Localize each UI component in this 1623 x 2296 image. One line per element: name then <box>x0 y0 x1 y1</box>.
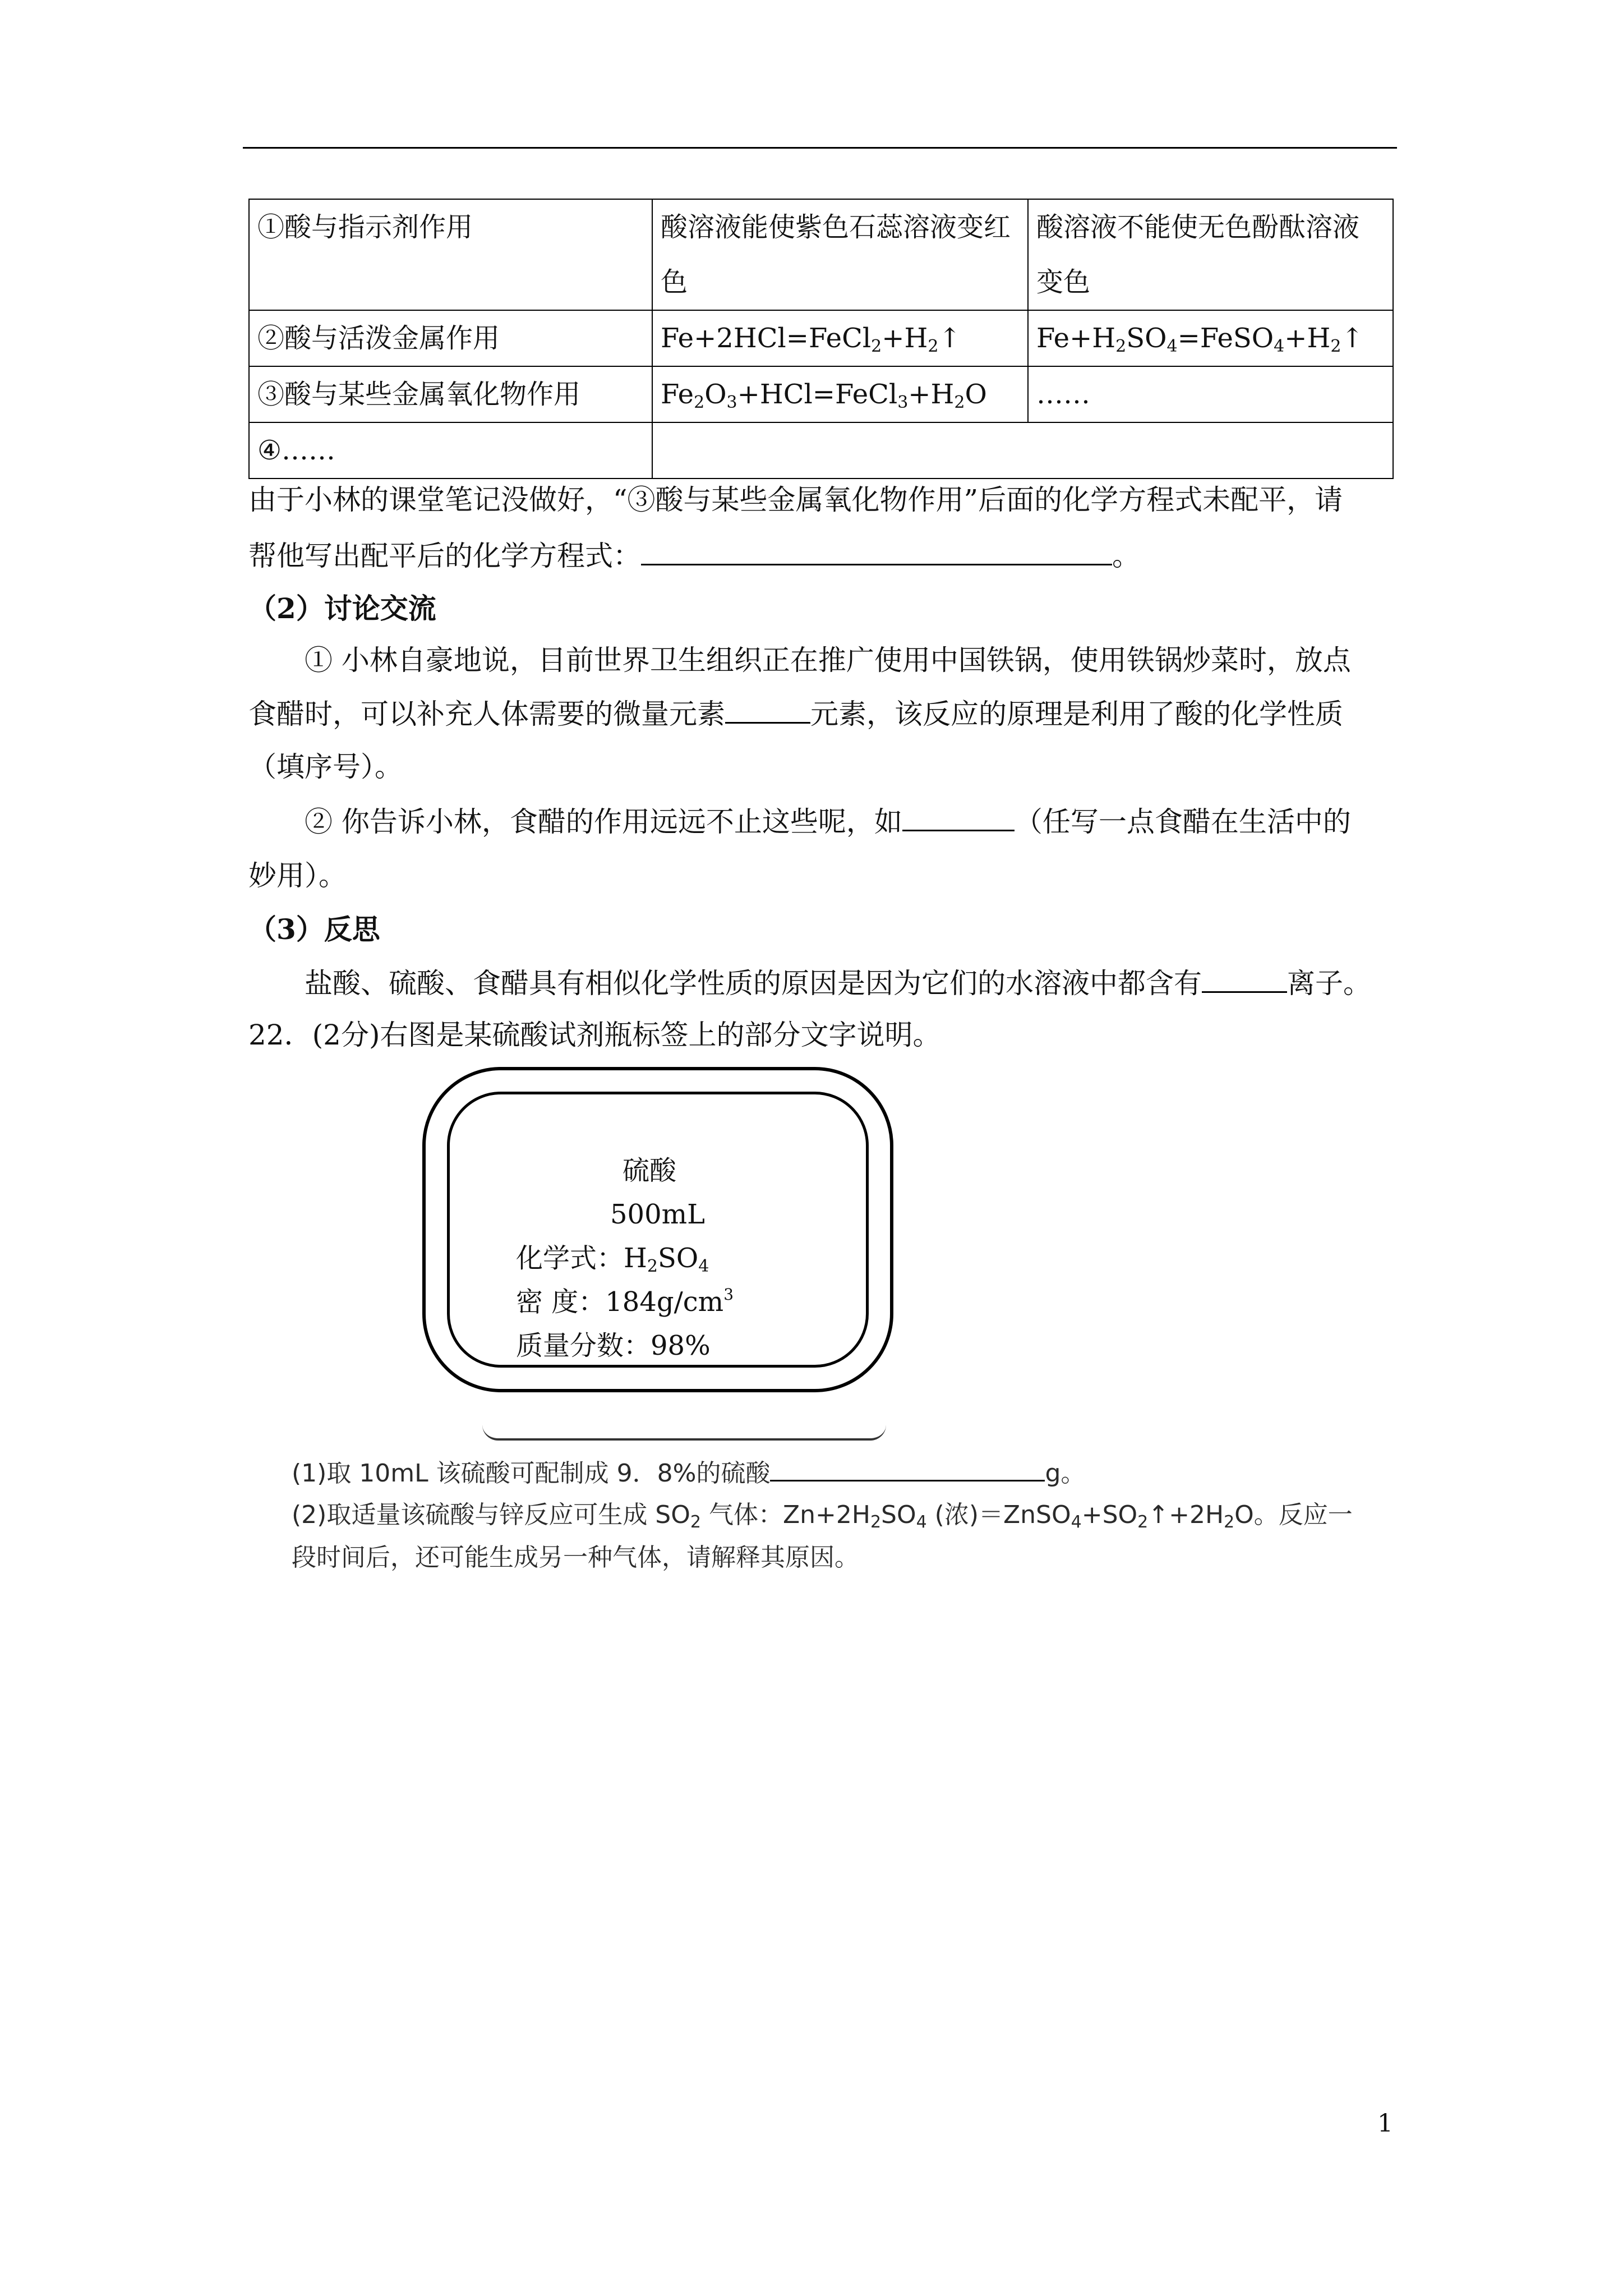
label-mass-fraction <box>516 1324 711 1368</box>
paragraph-text: 离子。 <box>1287 967 1371 1000</box>
table-cell <box>249 199 652 310</box>
paragraph-line <box>248 689 1343 739</box>
heading-text: （2）讨论交流 <box>248 592 436 625</box>
paragraph-line <box>305 797 1351 847</box>
table-cell <box>1028 366 1393 422</box>
paragraph-line <box>248 475 1343 525</box>
table-cell <box>249 422 652 478</box>
acid-properties-table <box>248 199 1394 479</box>
cell-text: ④…… <box>257 435 336 466</box>
paragraph-text: 由于小林的课堂笔记没做好，“③酸与某些金属氧化物作用”后面的化学方程式未配平，请 <box>248 484 1343 516</box>
answer-blank[interactable] <box>725 694 810 724</box>
equation-fe-h2so4: $Fe+H_2SO_4=FeSO_4+H_2↑$ <box>1036 323 1364 356</box>
label-text: 质量分数：98% <box>516 1330 711 1361</box>
paragraph-text: 元素，该反应的原理是利用了酸的化学性质 <box>810 698 1343 730</box>
table-cell <box>652 422 1393 478</box>
table-row <box>249 366 1393 422</box>
scan-text: 气体：Zn+2H <box>700 1501 870 1529</box>
paragraph-line <box>248 531 1140 581</box>
paragraph-line <box>248 850 347 901</box>
cell-text: ③酸与某些金属氧化物作用 <box>257 379 581 410</box>
label-formula: 化学式：$H_2SO_4$ <box>516 1243 709 1276</box>
answer-blank[interactable] <box>770 1455 1045 1481</box>
cell-text: 酸溶液能使紫色石蕊溶液变红色 <box>661 211 1011 298</box>
page-number-text: 1 <box>1377 2109 1393 2138</box>
scan-text: (2)取适量该硫酸与锌反应可生成 SO <box>292 1501 690 1529</box>
bottle-base-arc <box>482 1425 886 1441</box>
label-volume <box>610 1193 705 1236</box>
scan-text: O。反应一 <box>1234 1501 1353 1529</box>
header-rule <box>243 147 1397 149</box>
label-name <box>623 1149 676 1193</box>
paragraph-text: （填序号）。 <box>248 751 403 783</box>
scan-text: 段时间后，还可能生成另一种气体，请解释其原因。 <box>292 1543 859 1572</box>
paragraph-text: 妙用）。 <box>248 859 347 892</box>
table-cell <box>1028 199 1393 310</box>
paragraph-text: 食醋时，可以补充人体需要的微量元素 <box>248 698 725 730</box>
scan-text: SO <box>881 1501 916 1529</box>
answer-blank[interactable] <box>641 536 1112 565</box>
paragraph-line <box>305 958 1371 1009</box>
paragraph-text: ② 你告诉小林，食醋的作用远远不止这些呢，如 <box>305 806 902 838</box>
scan-text: +SO <box>1081 1501 1138 1529</box>
table-cell <box>652 310 1028 366</box>
cell-text: 酸溶液不能使无色酚酞溶液变色 <box>1036 211 1360 298</box>
answer-blank[interactable] <box>902 802 1015 831</box>
paragraph-text: 。 <box>1112 540 1140 572</box>
answer-blank[interactable] <box>1202 963 1287 993</box>
heading-text: （3）反思 <box>248 913 380 946</box>
page-number <box>1377 2109 1393 2138</box>
equation-fe2o3-hcl: $Fe_2O_3+HCl=FeCl_3+H_2O$ <box>661 379 987 412</box>
label-text: 密 度：184g/cm <box>516 1286 724 1318</box>
cell-text: ②酸与活泼金属作用 <box>257 323 500 354</box>
label-text: 硫酸 <box>623 1155 677 1186</box>
equation-fe-hcl: $Fe+2HCl=FeCl_2+H_2↑$ <box>661 323 961 356</box>
paragraph-text: （任写一点食醋在生活中的 <box>1014 806 1351 838</box>
table-row <box>249 310 1393 366</box>
paragraph-text: 盐酸、硫酸、食醋具有相似化学性质的原因是因为它们的水溶液中都含有 <box>305 967 1202 1000</box>
scanned-question-2: (2)取适量该硫酸与锌反应可生成 $SO_2$ 气体：$Zn+2H_2SO_4$ (浓)$=ZnSO_4+SO_2↑+2H_2O$。反应一 <box>292 1501 1353 1532</box>
table-cell <box>1028 310 1393 366</box>
cell-text: ①酸与指示剂作用 <box>257 211 473 243</box>
table-cell <box>652 366 1028 422</box>
question-text: 22．(2分)右图是某硫酸试剂瓶标签上的部分文字说明。 <box>248 1019 941 1051</box>
paragraph-line <box>248 742 403 792</box>
scan-text: g。 <box>1045 1459 1086 1488</box>
label-text: 500mL <box>610 1199 706 1230</box>
table-cell <box>652 199 1028 310</box>
scan-text: (1)取 10mL 该硫酸可配制成 9．8%的硫酸 <box>292 1459 771 1488</box>
scanned-question-1 <box>292 1453 1085 1494</box>
scan-text: ↑+2H <box>1148 1501 1224 1529</box>
table-row <box>249 199 1393 310</box>
section-heading <box>248 904 380 955</box>
label-density <box>516 1280 734 1324</box>
table-row <box>249 422 1393 478</box>
scan-text: (浓)＝ZnSO <box>926 1501 1071 1529</box>
paragraph-text: ① 小林自豪地说，目前世界卫生组织正在推广使用中国铁锅，使用铁锅炒菜时，放点 <box>305 644 1351 677</box>
question-22 <box>248 1010 940 1060</box>
scanned-question-2-line2 <box>292 1537 859 1579</box>
label-text: 3 <box>723 1285 734 1304</box>
paragraph-text: 帮他写出配平后的化学方程式： <box>248 540 641 572</box>
paragraph-line <box>305 635 1351 685</box>
table-cell <box>249 366 652 422</box>
label-text: 化学式： <box>516 1243 624 1274</box>
table-cell <box>249 310 652 366</box>
section-heading <box>248 583 436 634</box>
cell-text: …… <box>1036 379 1090 410</box>
